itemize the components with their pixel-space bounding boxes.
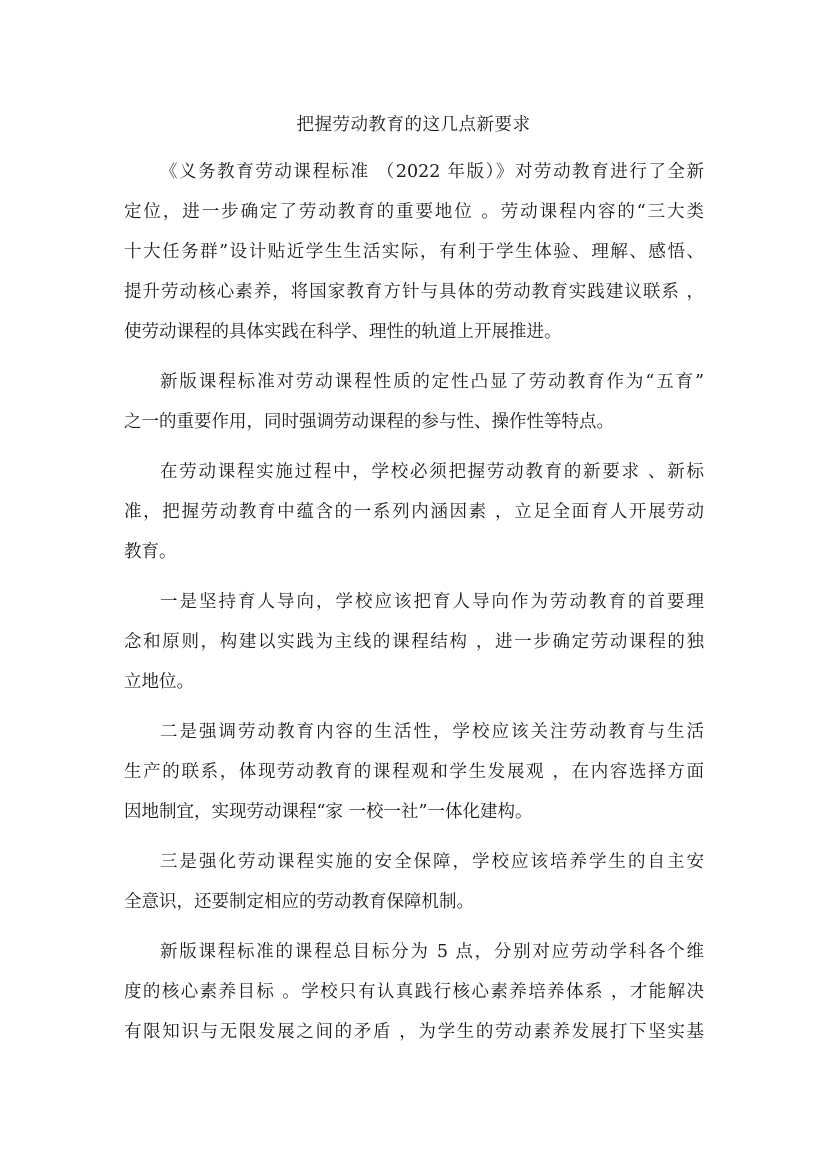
- text-line: 全意识，还要制定相应的劳动教育保障机制。: [124, 892, 474, 912]
- text-line: 十大任务群”设计贴近学生生活实际，有利于学生体验、理解、感悟、: [124, 242, 704, 262]
- page-title: 把握劳动教育的这几点新要求: [296, 115, 531, 135]
- text-line: 有限知识与无限发展之间的矛盾 ，为学生的劳动素养发展打下坚实基: [124, 1022, 704, 1042]
- text-line: 立地位。: [124, 672, 194, 692]
- paragraph-1: [124, 152, 704, 352]
- text-line: 准，把握劳动教育中蕴含的一系列内涵因素 ，立足全面育人开展劳动: [124, 502, 704, 522]
- text-line: 因地制宜，实现劳动课程“家 一校一社”一体化建构。: [124, 802, 533, 822]
- text-line: 定位，进一步确定了劳动教育的重要地位 。劳动课程内容的“三大类: [124, 202, 704, 222]
- paragraph-5: [124, 712, 704, 832]
- text-line: 新版课程标准对劳动课程性质的定性凸显了劳动教育作为“五育”: [160, 372, 704, 392]
- text-line: 一是坚持育人导向，学校应该把育人导向作为劳动教育的首要理: [160, 592, 704, 612]
- text-line: 教育。: [124, 542, 177, 562]
- paragraph-4: [124, 582, 704, 702]
- paragraph-7: [124, 932, 704, 1052]
- paragraph-2: [124, 362, 704, 442]
- text-line: 三是强化劳动课程实施的安全保障，学校应该培养学生的自主安: [160, 852, 704, 872]
- text-line: 新版课程标准的课程总目标分为 5 点，分别对应劳动学科各个维: [160, 942, 704, 962]
- paragraph-3: [124, 452, 704, 572]
- document-body: [124, 152, 704, 1052]
- text-line: 生产的联系，体现劳动教育的课程观和学生发展观 ，在内容选择方面: [124, 762, 704, 782]
- paragraph-6: [124, 842, 704, 922]
- text-line: 《义务教育劳动课程标准 （2022 年版）》对劳动教育进行了全新: [160, 162, 704, 182]
- text-line: 之一的重要作用，同时强调劳动课程的参与性、操作性等特点。: [124, 412, 614, 432]
- text-line: 念和原则，构建以实践为主线的课程结构 ，进一步确定劳动课程的独: [124, 632, 704, 652]
- text-line: 度的核心素养目标 。学校只有认真践行核心素养培养体系 ，才能解决: [124, 982, 704, 1002]
- text-line: 二是强调劳动教育内容的生活性，学校应该关注劳动教育与生活: [160, 722, 704, 742]
- text-line: 提升劳动核心素养，将国家教育方针与具体的劳动教育实践建议联系 ，: [124, 282, 704, 302]
- text-line: 使劳动课程的具体实践在科学、理性的轨道上开展推进。: [124, 322, 562, 342]
- text-line: 在劳动课程实施过程中，学校必须把握劳动教育的新要求 、新标: [160, 462, 704, 482]
